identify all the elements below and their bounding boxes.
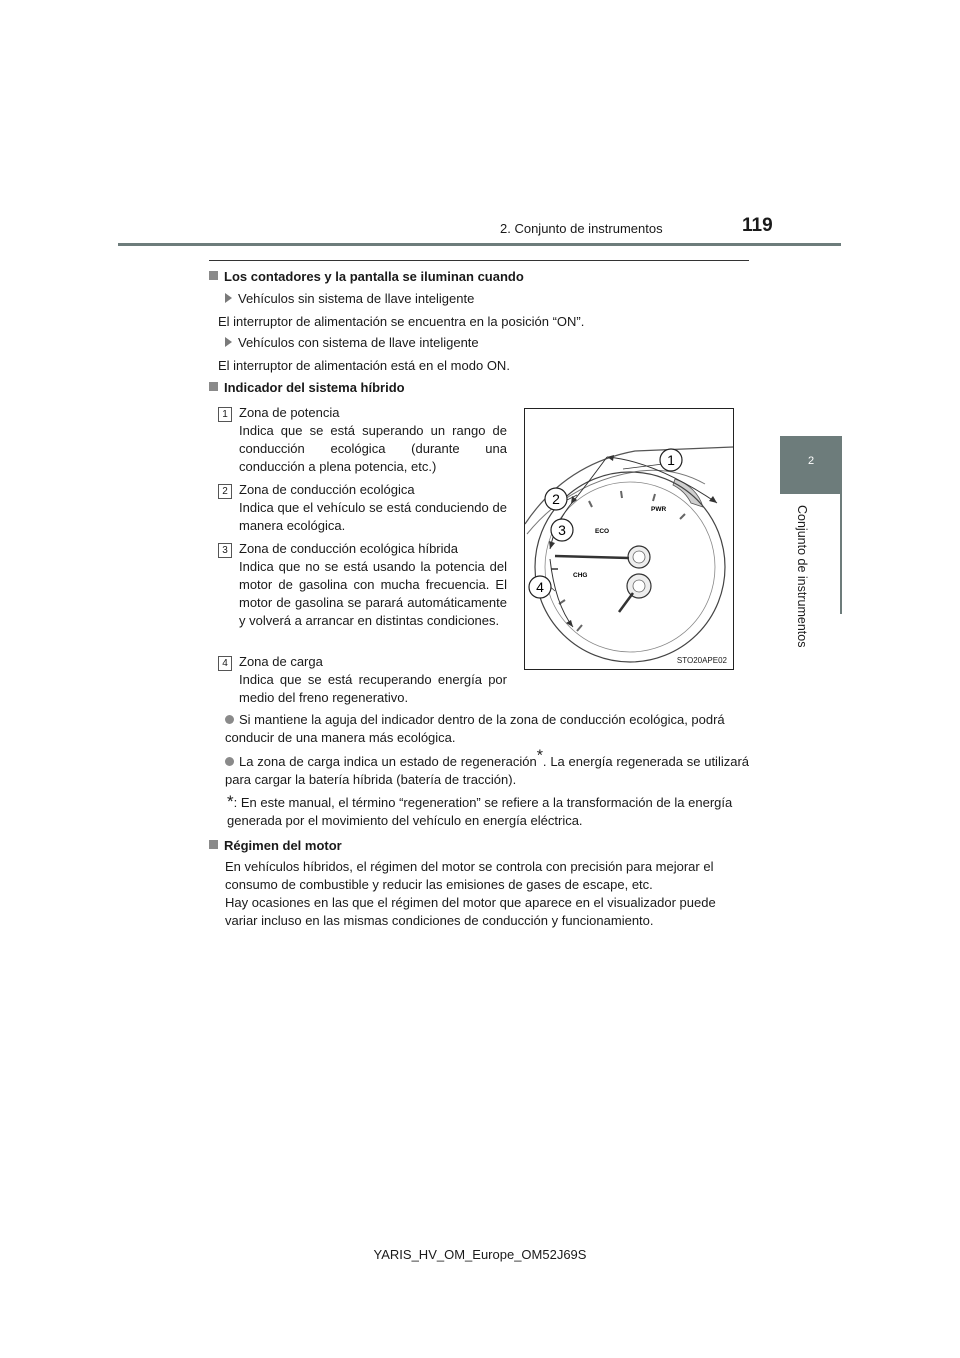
hybrid-gauge-illustration: [525, 409, 733, 669]
header-divider: [118, 243, 841, 246]
zone-item-eco: [239, 481, 507, 535]
square-bullet-icon: [209, 840, 218, 849]
chapter-tab-line: [840, 494, 842, 614]
gauge-label-pwr: PWR: [651, 506, 667, 513]
square-bullet-icon: [209, 382, 218, 391]
triangle-bullet-icon: [225, 293, 232, 303]
callout-4: 4: [536, 579, 544, 595]
bullet-regeneration: La zona de carga indica un estado de regeneración*. La energía regenerada se utilizará para cargar la batería híbrida (batería de tracción).: [225, 747, 750, 787]
callout-3: 3: [558, 522, 566, 538]
chapter-number: 2: [807, 455, 815, 467]
engine-speed-paragraph: En vehículos híbridos, el régimen del motor se controla con precisión para mejorar el consumo de combustible y reducir las emisiones de gases de escape, etc. Hay ocasiones en las que el régimen del motor que aparece en el visualizador puede variar incluso en las mismas condiciones de conducción y funcionamiento.: [225, 859, 716, 928]
section-heading-engine-speed: Régimen del motor: [209, 838, 342, 853]
zone-number-4: 4: [218, 656, 232, 671]
zone-number-1: 1: [218, 407, 232, 422]
gauge-label-chg: CHG: [573, 572, 588, 579]
section-divider: [209, 260, 749, 261]
bullet-eco-advice: Si mantiene la aguja del indicador dentro de la zona de conducción ecológica, podrá conducir de una manera más ecológica.: [225, 712, 725, 745]
zone-title: Zona de carga: [239, 654, 323, 669]
case-text-no-smart-key: El interruptor de alimentación se encuentra en la posición “ON”.: [218, 314, 585, 329]
zone-item-charge: [239, 653, 507, 707]
footnote: *: En este manual, el término “regeneration” se refiere a la transformación de la energía generada por el movimiento del vehículo en energía eléctrica.: [227, 792, 733, 828]
zone-description: Indica que no se está usando la potencia del motor de gasolina con mucha frecuencia. El motor de gasolina se parará automáticamente y volverá a arrancar en distintas condiciones.: [239, 559, 507, 628]
hybrid-indicator-figure: [524, 408, 734, 670]
zone-item-power: [239, 404, 507, 476]
case-label-smart-key: Vehículos con sistema de llave inteligente: [225, 334, 479, 352]
zone-description: Indica que el vehículo se está conduciendo de manera ecológica.: [239, 500, 507, 533]
round-bullet-icon: [225, 715, 234, 724]
callout-2: 2: [552, 491, 560, 507]
case-label-no-smart-key: Vehículos sin sistema de llave inteligente: [225, 290, 474, 308]
header-section-title: 2. Conjunto de instrumentos: [500, 221, 663, 236]
round-bullet-icon: [225, 757, 234, 766]
asterisk-mark: *: [536, 747, 543, 765]
footnote-asterisk: *: [227, 792, 234, 811]
triangle-bullet-icon: [225, 337, 232, 347]
chapter-label: Conjunto de instrumentos: [795, 505, 809, 648]
gauge-label-eco: ECO: [595, 528, 610, 535]
zone-number-3: 3: [218, 543, 232, 558]
case-text-smart-key: El interruptor de alimentación está en el modo ON.: [218, 358, 510, 373]
zone-description: Indica que se está superando un rango de conducción ecológica (durante una conducción a plena potencia, etc.): [239, 423, 507, 474]
document-id: YARIS_HV_OM_Europe_OM52J69S: [373, 1247, 587, 1262]
callout-1: 1: [667, 452, 675, 468]
zone-title: Zona de conducción ecológica: [239, 482, 415, 497]
section-heading-hybrid-indicator: Indicador del sistema híbrido: [209, 380, 405, 395]
zone-title: Zona de potencia: [239, 405, 340, 420]
section-heading-lighting: Los contadores y la pantalla se iluminan cuando: [209, 269, 524, 284]
zone-item-hybrid-eco: [239, 540, 507, 630]
page-number: 119: [742, 215, 773, 236]
zone-description: Indica que se está recuperando energía por medio del freno regenerativo.: [239, 672, 507, 705]
square-bullet-icon: [209, 271, 218, 280]
zone-title: Zona de conducción ecológica híbrida: [239, 541, 458, 556]
figure-code: STO20APE02: [676, 656, 727, 665]
zone-number-2: 2: [218, 484, 232, 499]
